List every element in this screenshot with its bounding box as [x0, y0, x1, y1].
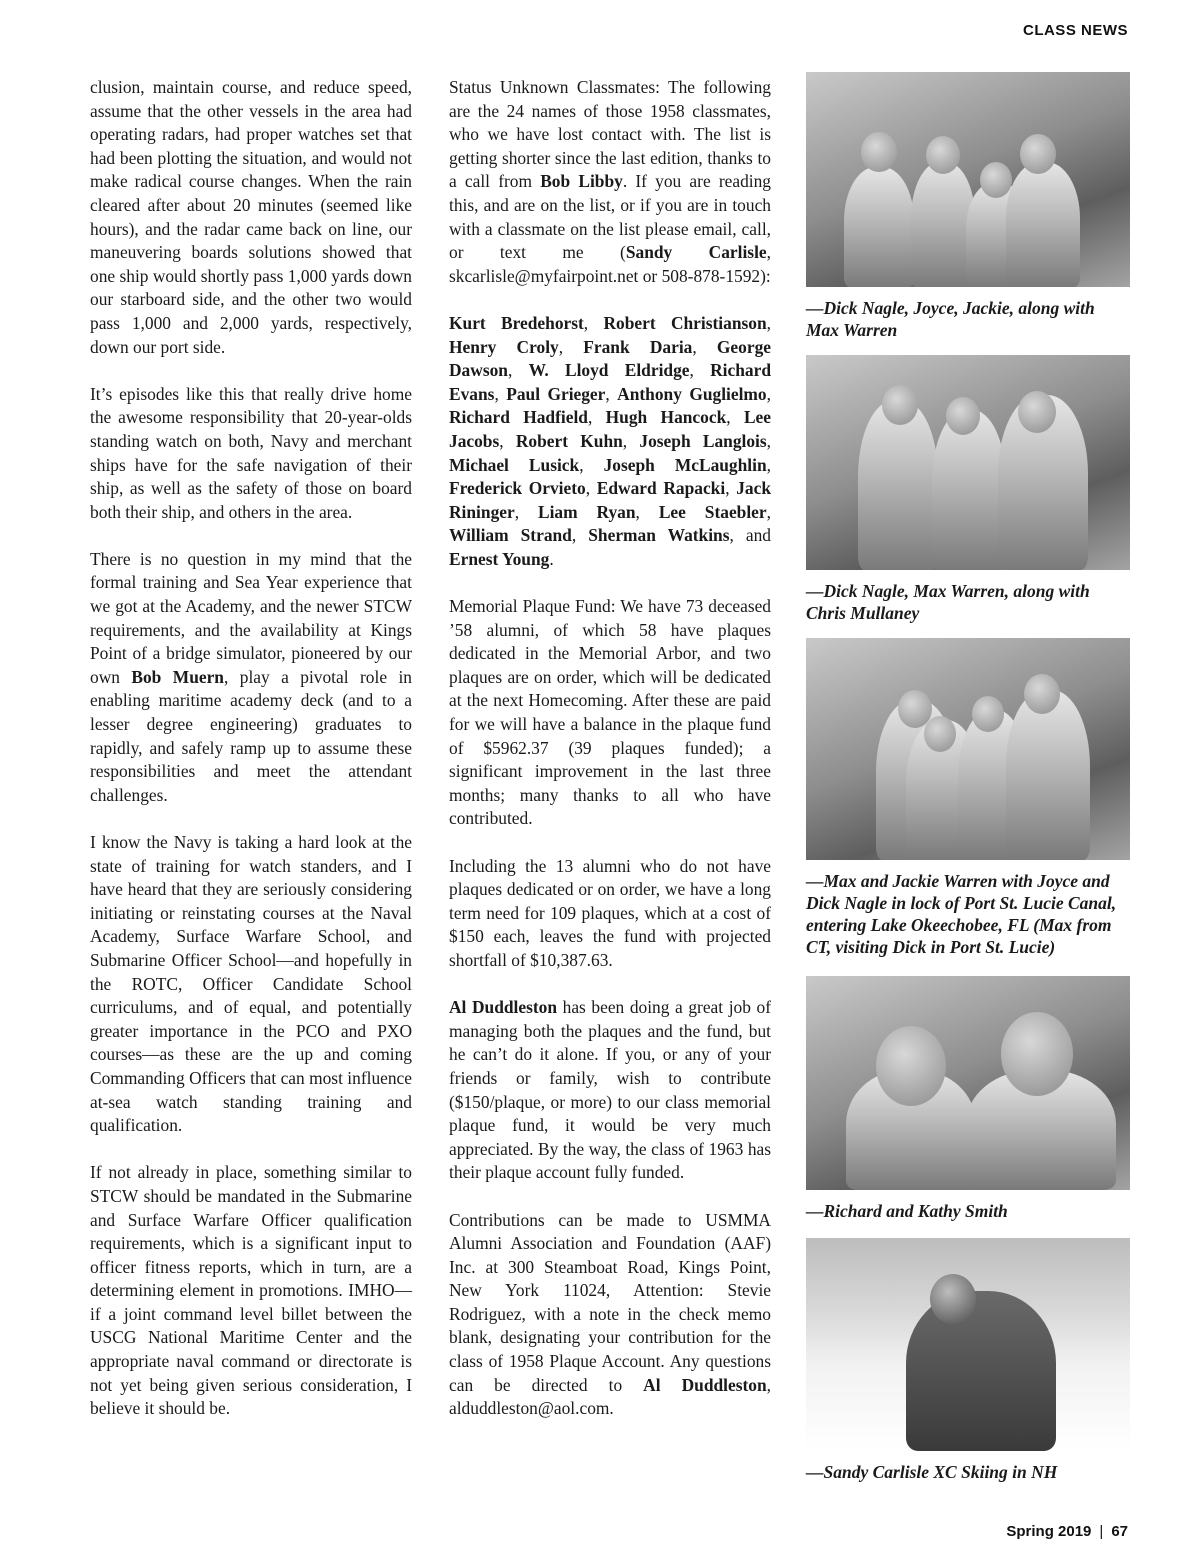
classmate-name: Frank Daria: [583, 336, 693, 357]
photo-caption: —Richard and Kathy Smith: [806, 1201, 1008, 1221]
bold-name: Al Duddleston: [449, 997, 558, 1018]
classmate-name: Edward Rapacki: [596, 478, 726, 499]
classmate-name: George Dawson: [449, 336, 771, 381]
bold-name: Al Duddleston: [643, 1374, 767, 1395]
paragraph-text: Status Unknown Classmates: The following are the 24 names of those 1958 classmates, who we have lost contact with. The list is getting shorter since the last edition, thanks to a call from: [449, 77, 771, 192]
article-column-2: [449, 76, 771, 1444]
paragraph: [449, 1209, 771, 1421]
paragraph: Including the 13 alumni who do not have plaques dedicated or on order, we have a long term need for 109 plaques, which at a cost of $150 each, leaves the fund with projected shortfall of $10,387.63.: [449, 855, 771, 970]
classmate-name: Kurt Bredehorst: [449, 312, 584, 333]
paragraph-text: has been doing a great job of managing both the plaques and the fund, but he can’t do it alone. If you, or any of your friends or family, wish to contribute ($150/plaque, or more) to our class memorial plaque fund, it would be very much appreciated. By the way, the class of 1963 has their plaque account fully funded.: [449, 997, 771, 1183]
classmate-name: W. Lloyd Eldridge: [528, 360, 690, 381]
bold-name: Sandy Carlisle: [625, 242, 767, 263]
classmate-name: Lee Staebler: [658, 501, 767, 522]
paragraph-text: , skcarlisle@myfairpoint.net or 508-878-1592):: [449, 242, 771, 286]
classmate-name: Lee Jacobs: [449, 407, 771, 451]
bold-name: Bob Muern: [131, 666, 224, 687]
photo-skiing: [806, 1238, 1130, 1451]
paragraph-text: There is no question in my mind that the formal training and Sea Year experience that we got at the Academy, and the newer STCW requirements, and the availability at Kings Point of a bridge simulator, pioneered by our own: [90, 548, 412, 687]
paragraph: clusion, maintain course, and reduce speed, assume that the other vessels in the area had operating radars, had proper watches set that had been plotting the situation, and would not make radical course changes. When the rain cleared after about 20 minutes (seemed like hours), and the radar came back on line, our maneuvering boards solutions showed that one ship would shortly pass 1,000 yards down our starboard side, and the other two would pass 1,000 and 2,000 yards, respectively, down our port side.: [90, 77, 412, 357]
paragraph: [449, 996, 771, 1185]
issue-label: Spring 2019: [1006, 1523, 1092, 1540]
classmate-name: Michael Lusick: [449, 454, 580, 475]
photo-caption: —Dick Nagle, Max Warren, along with Chris Mullaney: [806, 581, 1090, 623]
article-column-1: [90, 76, 412, 1444]
photo-couple: [806, 976, 1130, 1190]
classmate-name: Joseph McLaughlin: [603, 454, 767, 475]
paragraph: If not already in place, something similar to STCW should be mandated in the Submarine and Surface Warfare Officer qualification requirements, which is a significant input to officer fitness reports, which in turn, are a determining element in promotions. IMHO—if a joint command level billet between the USCG National Maritime Center and the appropriate naval command or directorate is not yet being given serious consideration, I believe it should be.: [90, 1162, 412, 1419]
paragraph: Memorial Plaque Fund: We have 73 deceased ’58 alumni, of which 58 have plaques dedicated in the Memorial Arbor, and two plaques are on order, which will be dedicated at the next Homecoming. After these are paid for we will have a balance in the plaque fund of $5962.37 (39 plaques funded); a significant improvement in the last three months; many thanks to all who have contributed.: [449, 596, 771, 829]
classmate-name: Joseph Langlois: [639, 430, 767, 451]
paragraph-text: , play a pivotal role in enabling maritime academy deck (and to a lesser degree engineering) graduates to rapidly, and safely ramp up to assume these responsibilities and meet the attendant challenges.: [90, 666, 412, 805]
paragraph: [449, 76, 771, 288]
paragraph: [90, 548, 412, 808]
classmate-name: Henry Croly: [449, 336, 559, 357]
paragraph-text: . If you are reading this, and are on the list, or if you are in touch with a classmate on the list please email, call, or text me (: [449, 171, 771, 263]
photo-canal-lock: [806, 638, 1130, 860]
classmate-name: Anthony Guglielmo: [617, 383, 767, 404]
bold-name: Bob Libby: [540, 171, 623, 192]
page-number: 67: [1111, 1523, 1128, 1540]
footer-separator: |: [1099, 1523, 1104, 1540]
page-footer: [1006, 1523, 1128, 1540]
paragraph-text: Contributions can be made to USMMA Alumni Association and Foundation (AAF) Inc. at 300 Steamboat Road, Kings Point, New York 11024, Attention: Stevie Rodriguez, with a note in the check memo blank, designating your contribution for the class of 1958 Plaque Account. Any questions can be directed to: [449, 1209, 771, 1395]
photo-caption: —Dick Nagle, Joyce, Jackie, along with Max Warren: [806, 298, 1095, 340]
classmate-name: Hugh Hancock: [605, 407, 727, 428]
classmate-name: Frederick Orvieto: [449, 478, 586, 499]
paragraph-text: , alduddleston@aol.com.: [449, 1374, 771, 1419]
photo-caption: —Sandy Carlisle XC Skiing in NH: [806, 1462, 1058, 1482]
photo-group-archway: [806, 72, 1130, 287]
list-end: .: [549, 548, 554, 569]
classmate-name: Robert Kuhn: [515, 430, 623, 451]
photo-caption: —Max and Jackie Warren with Joyce and Dick Nagle in lock of Port St. Lucie Canal, entering Lake Okeechobee, FL (Max from CT, visiting Dick in Port St. Lucie): [806, 871, 1117, 957]
photo-three-men: [806, 355, 1130, 570]
classmate-name: Ernest Young: [449, 548, 550, 569]
classmate-name: Paul Grieger: [506, 383, 606, 404]
classmate-name: Liam Ryan: [537, 501, 636, 522]
list-connector: , and: [729, 525, 772, 546]
classmate-name: Robert Christianson: [603, 312, 767, 333]
classmates-list: Kurt Bredehorst, Robert Christianson, Henry Croly, Frank Daria, George Dawson, W. Lloyd Eldridge, Richard Evans, Paul Grieger, Anthony Guglielmo, Richard Hadfield, Hugh Hancock, Lee Jacobs, Robert Kuhn, Joseph Langlois, Michael Lusick, Joseph McLaughlin, Frederick Orvieto, Edward Rapacki, Jack Rininger, Liam Ryan, Lee Staebler, William Strand, Sherman Watkins, and Ernest Young.: [449, 312, 772, 569]
photo-column: [806, 72, 1130, 1483]
classmate-name: Sherman Watkins: [588, 525, 730, 546]
paragraph: I know the Navy is taking a hard look at the state of training for watch standers, and I have heard that they are seriously considering initiating or reinstating courses at the Naval Academy, Surface Warfare School, and Submarine Officer School—and hopefully in the ROTC, Officer Candidate School curriculums, and of equal, and potentially greater importance in the PCO and PXO courses—as these are the up and coming Commanding Officers that can most influence at-sea watch standing training and qualification.: [90, 832, 412, 1136]
classmate-name: Richard Hadfield: [449, 407, 588, 428]
classmate-name: William Strand: [449, 525, 572, 546]
section-header: CLASS NEWS: [1022, 22, 1128, 39]
paragraph: It’s episodes like this that really drive home the awesome responsibility that 20-year-olds standing watch on both, Navy and merchant ships have for the safe navigation of their ship, as well as the safety of those on board both their ship, and others in the area.: [90, 383, 412, 522]
classmate-name: Richard Evans: [449, 360, 771, 404]
classmate-name: Jack Rininger: [449, 478, 771, 522]
